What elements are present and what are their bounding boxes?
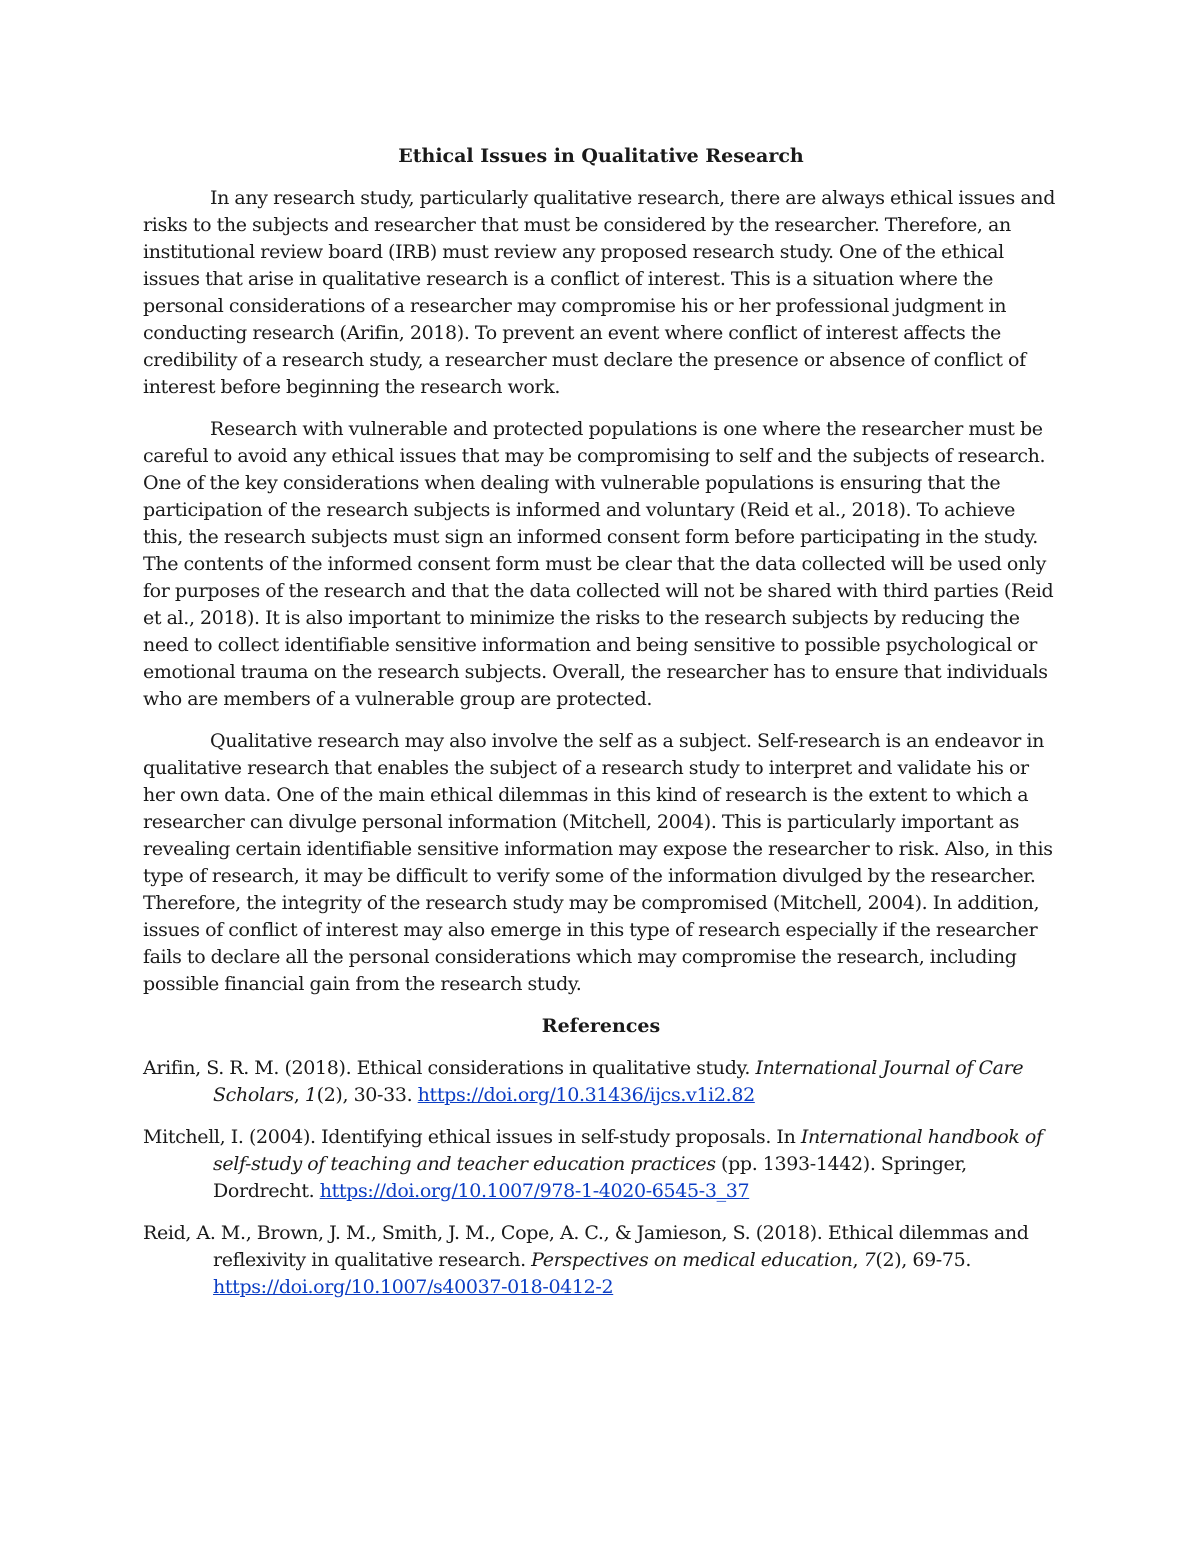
reference-source-title: International Journal of Care Scholars bbox=[213, 1057, 1024, 1106]
reference-text: Arifin, S. R. M. (2018). Ethical considerations in qualitative study. bbox=[143, 1057, 756, 1079]
document-page bbox=[143, 140, 1059, 1316]
reference-text: , bbox=[852, 1249, 864, 1271]
reference-text: (2), 30-33. bbox=[316, 1084, 418, 1106]
body-paragraph: Qualitative research may also involve the self as a subject. Self-research is an endeavor in qualitative research that enables the subject of a research study to interpret and validate his or her own data. One of the main ethical dilemmas in this kind of research is the extent to which a researcher can divulge personal information (Mitchell, 2004). This is particularly important as revealing certain identifiable sensitive information may expose the researcher to risk. Also, in this type of research, it may be difficult to verify some of the information divulged by the researcher. Therefore, the integrity of the research study may be compromised (Mitchell, 2004). In addition, issues of conflict of interest may also emerge in this type of research especially if the researcher fails to declare all the personal considerations which may compromise the research, including possible financial gain from the research study. bbox=[143, 730, 1053, 995]
reference-doi-link[interactable]: https://doi.org/10.31436/ijcs.v1i2.82 bbox=[417, 1084, 755, 1106]
reference-text: (pp. 1393-1442). Springer, Dordrecht. bbox=[213, 1153, 967, 1202]
document-title: Ethical Issues in Qualitative Research bbox=[398, 145, 804, 167]
reference-source-title: International handbook of self-study of teaching and teacher education practices bbox=[213, 1126, 1043, 1175]
body-paragraph: Research with vulnerable and protected populations is one where the researcher must be careful to avoid any ethical issues that may be compromising to self and the subjects of research. One of the key considerations when dealing with vulnerable populations is ensuring that the participation of the research subjects is informed and voluntary (Reid et al., 2018). To achieve this, the research subjects must sign an informed consent form before participating in the study. The contents of the informed consent form must be clear that the data collected will be used only for purposes of the research and that the data collected will not be shared with third parties (Reid et al., 2018). It is also important to minimize the risks to the research subjects by reducing the need to collect identifiable sensitive information and being sensitive to possible psychological or emotional trauma on the research subjects. Overall, the researcher has to ensure that individuals who are members of a vulnerable group are protected. bbox=[143, 418, 1054, 710]
reference-text: Reid, A. M., Brown, J. M., Smith, J. M., Cope, A. C., & Jamieson, S. (2018). Ethical dilemmas and reflexivity in qualitative research. bbox=[143, 1222, 1029, 1271]
reference-text: (2), 69-75. bbox=[875, 1249, 972, 1271]
reference-text: , bbox=[293, 1084, 305, 1106]
references-heading: References bbox=[541, 1015, 661, 1037]
reference-entry bbox=[143, 1220, 1059, 1301]
reference-doi-link[interactable]: https://doi.org/10.1007/978-1-4020-6545-3_37 bbox=[319, 1180, 750, 1202]
reference-text: Mitchell, I. (2004). Identifying ethical issues in self-study proposals. In bbox=[143, 1126, 801, 1148]
reference-doi-link[interactable]: https://doi.org/10.1007/s40037-018-0412-2 bbox=[213, 1276, 614, 1298]
reference-source-title: Perspectives on medical education bbox=[531, 1249, 853, 1271]
body-paragraph: In any research study, particularly qualitative research, there are always ethical issues and risks to the subjects and researcher that must be considered by the researcher. Therefore, an institutional review board (IRB) must review any proposed research study. One of the ethical issues that arise in qualitative research is a conflict of interest. This is a situation where the personal considerations of a researcher may compromise his or her professional judgment in conducting research (Arifin, 2018). To prevent an event where conflict of interest affects the credibility of a research study, a researcher must declare the presence or absence of conflict of interest before beginning the research work. bbox=[143, 187, 1056, 398]
reference-entry bbox=[143, 1124, 1059, 1205]
reference-volume: 7 bbox=[863, 1249, 876, 1271]
reference-volume: 1 bbox=[304, 1084, 317, 1106]
reference-entry bbox=[143, 1055, 1059, 1109]
